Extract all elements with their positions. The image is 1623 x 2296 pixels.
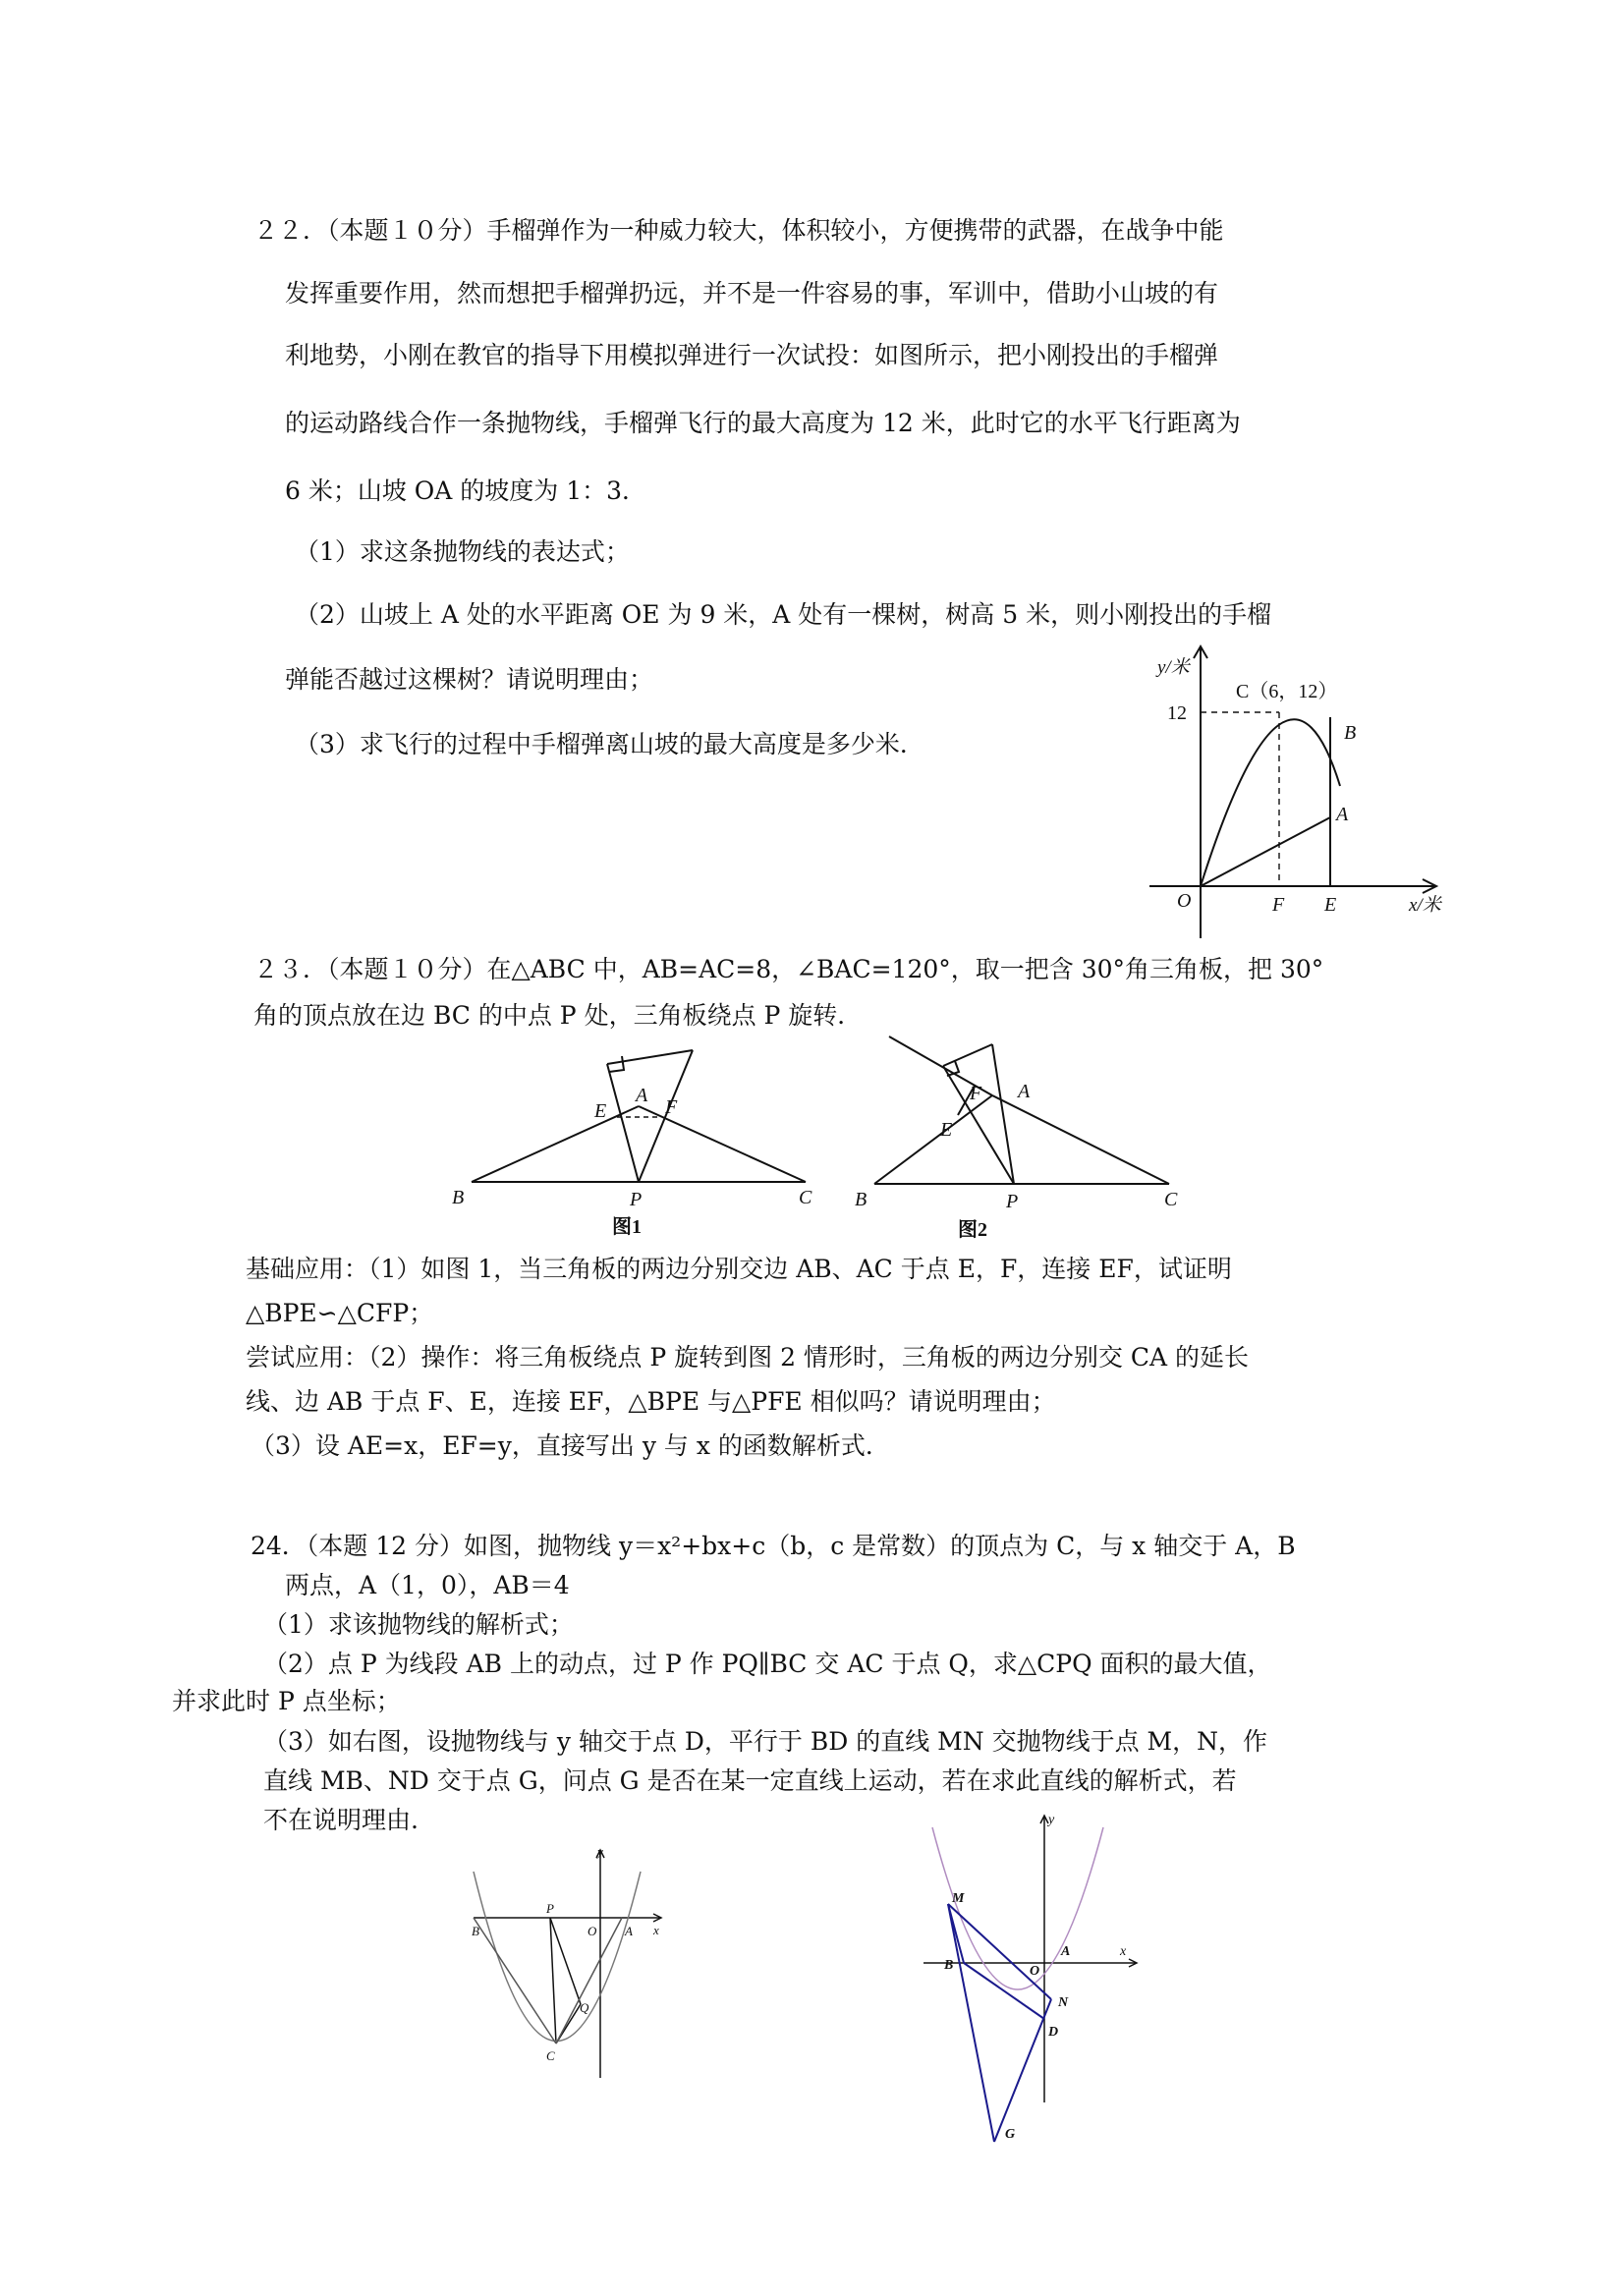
label-E: E: [1324, 894, 1337, 916]
q22-line: ２２．（本题１０分）手榴弹作为一种威力较大，体积较小，方便携带的武器，在战争中能: [253, 216, 1224, 245]
figR-label-y: y: [1048, 1813, 1055, 1827]
label-O: O: [1177, 890, 1192, 912]
q24-line: （1）求该抛物线的解析式；: [263, 1610, 574, 1639]
q22-line: 弹能否越过这棵树？请说明理由；: [285, 665, 654, 694]
q24-line: （3）如右图，设抛物线与 y 轴交于点 D，平行于 BD 的直线 MN 交抛物线于点 M，N，作: [263, 1727, 1268, 1756]
figL-label-B: B: [472, 1924, 479, 1938]
label-A: A: [1336, 804, 1349, 825]
q22-line: （3）求飞行的过程中手榴弹离山坡的最大高度是多少米．: [295, 730, 924, 758]
label-B: B: [1344, 722, 1357, 744]
fig2-label-P: P: [1006, 1191, 1019, 1212]
label-C: C（6，12）: [1236, 681, 1338, 702]
q24-line: 24．（本题 12 分）如图，抛物线 y＝x²+bx+c（b，c 是常数）的顶点为 C，与 x 轴交于 A，B: [251, 1532, 1296, 1560]
fig1-label-C: C: [799, 1187, 812, 1208]
y-axis-label: y/米: [1157, 657, 1190, 678]
q22-line: 利地势，小刚在教官的指导下用模拟弹进行一次试投：如图所示，把小刚投出的手榴弹: [285, 341, 1219, 369]
x-axis-label: x/米: [1409, 895, 1441, 916]
figL-label-O: O: [588, 1924, 597, 1938]
q24-line: 不在说明理由.: [263, 1806, 419, 1834]
fig1-label-P: P: [630, 1189, 643, 1210]
label-F: F: [1272, 894, 1285, 916]
q23-part-line: △BPE∽△CFP；: [246, 1299, 434, 1327]
q23-part-line: （3）设 AE=x，EF=y，直接写出 y 与 x 的函数解析式．: [251, 1431, 890, 1460]
q23-line: ２３．（本题１０分）在△ABC 中，AB=AC=8，∠BAC=120°，取一把含 30°角三角板，把 30°: [253, 955, 1324, 983]
q23-part-line: 线、边 AB 于点 F、E，连接 EF，△BPE 与△PFE 相似吗？请说明理由；: [246, 1387, 1056, 1416]
q22-figure: [1130, 644, 1454, 943]
figL-label-x: x: [653, 1923, 659, 1937]
q24-line: 直线 MB、ND 交于点 G，问点 G 是否在某一定直线上运动，若在求此直线的解析式，若: [263, 1766, 1237, 1795]
q24-figure-right: [919, 1808, 1154, 2147]
fig2-label-B: B: [855, 1189, 867, 1210]
q22-line: （1）求这条抛物线的表达式；: [295, 537, 630, 566]
q23-line: 角的顶点放在边 BC 的中点 P 处，三角板绕点 P 旋转．: [253, 1001, 863, 1030]
figL-label-P: P: [546, 1901, 554, 1916]
fig2-label-F: F: [970, 1083, 982, 1104]
fig2-caption: 图2: [958, 1219, 987, 1241]
figL-label-C: C: [546, 2048, 555, 2063]
fig1-caption: 图1: [612, 1216, 642, 1238]
fig1-label-F: F: [665, 1096, 678, 1118]
figL-label-Q: Q: [580, 2000, 589, 2015]
figR-label-M: M: [952, 1891, 965, 1906]
figR-label-N: N: [1058, 1995, 1069, 2010]
figR-label-G: G: [1005, 2127, 1016, 2142]
fig2-label-E: E: [940, 1119, 953, 1141]
figR-label-x: x: [1120, 1944, 1127, 1959]
q24-line: 两点，A（1，0），AB＝4: [285, 1571, 570, 1599]
q22-line: 6 米；山坡 OA 的坡度为 1：3．: [285, 476, 647, 505]
figL-label-A: A: [625, 1924, 633, 1938]
figL-label-y: y: [597, 1844, 603, 1859]
q22-line: （2）山坡上 A 处的水平距离 OE 为 9 米，A 处有一棵树，树高 5 米，则小刚投出的手榴: [295, 600, 1272, 629]
q22-line: 的运动路线合作一条抛物线，手榴弹飞行的最大高度为 12 米，此时它的水平飞行距离为: [285, 409, 1241, 437]
q23-part-line: 尝试应用：（2）操作：将三角板绕点 P 旋转到图 2 情形时，三角板的两边分别交 CA 的延长: [246, 1343, 1249, 1372]
figR-label-B: B: [944, 1958, 954, 1973]
q24-line: （2）点 P 为线段 AB 上的动点，过 P 作 PQ∥BC 交 AC 于点 Q，求△CPQ 面积的最大值，: [263, 1650, 1272, 1678]
q23-figure-1: [447, 1036, 840, 1248]
q22-line: 发挥重要作用，然而想把手榴弹扔远，并不是一件容易的事，军训中，借助小山坡的有: [285, 279, 1219, 308]
q24-line: 并求此时 P 点坐标；: [172, 1687, 401, 1715]
q23-part-line: 基础应用：（1）如图 1，当三角板的两边分别交边 AB、AC 于点 E，F，连接 EF，试证明: [246, 1255, 1232, 1283]
fig1-label-A: A: [636, 1085, 648, 1106]
tick-12: 12: [1167, 702, 1187, 724]
fig2-label-C: C: [1164, 1189, 1178, 1210]
figR-label-D: D: [1048, 2025, 1059, 2040]
fig1-label-B: B: [452, 1187, 465, 1208]
figR-label-A: A: [1061, 1944, 1071, 1959]
figR-label-O: O: [1030, 1964, 1040, 1979]
q23-figure-2: [845, 1027, 1199, 1248]
fig1-label-E: E: [594, 1100, 607, 1122]
q24-figure-left: [452, 1842, 678, 2088]
fig2-label-A: A: [1018, 1081, 1031, 1102]
